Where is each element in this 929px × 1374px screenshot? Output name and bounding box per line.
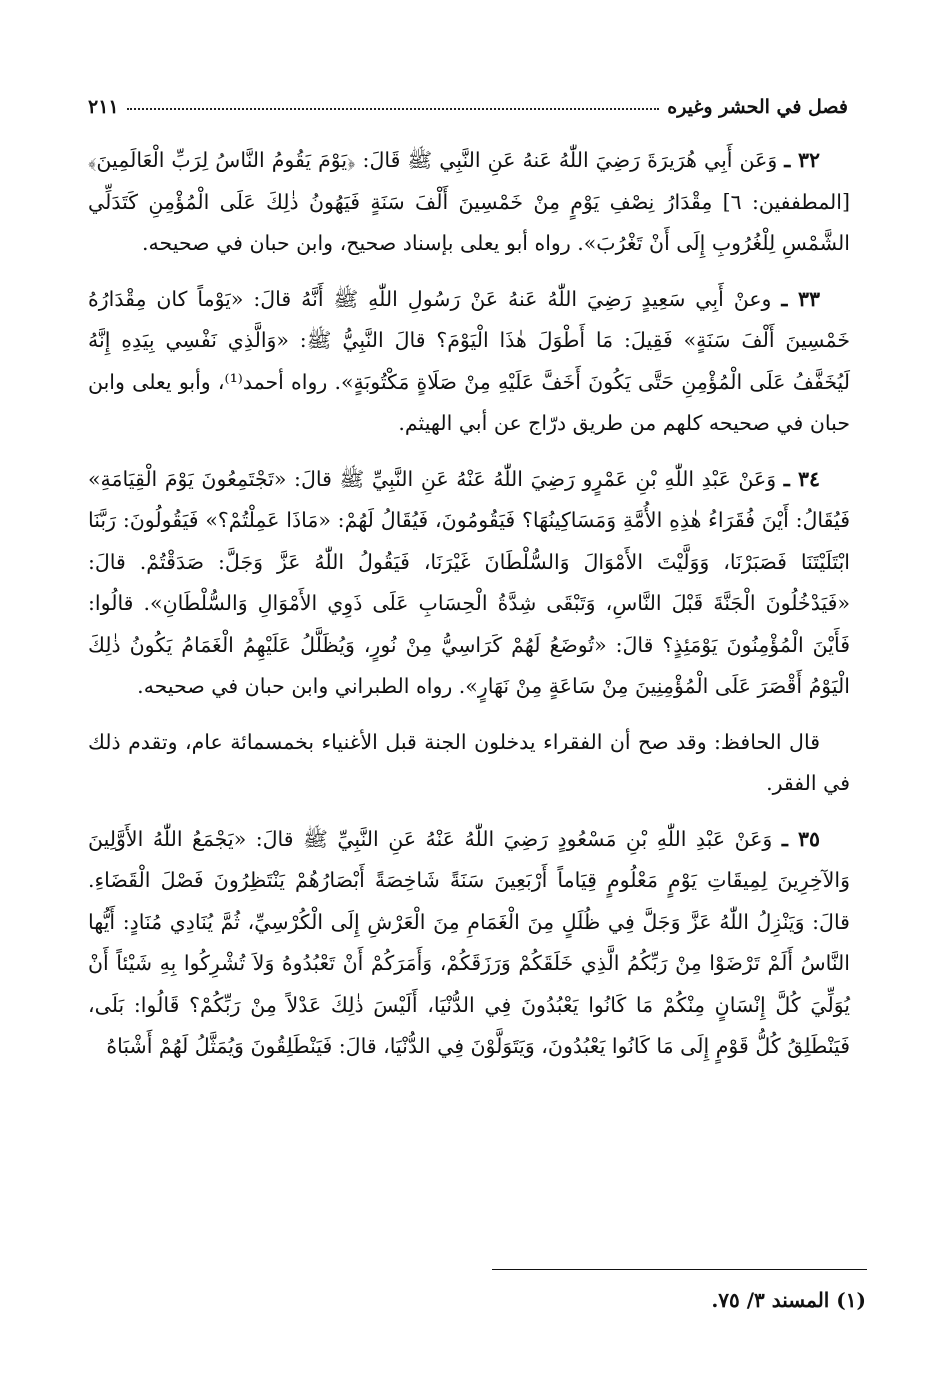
hadith-text: وَعَنْ عَبْدِ اللّٰهِ بْنِ عَمْرٍو رَضِيَ اللّٰهُ عَنْهُ عَنِ النَّبِيِّ ﷺ قالَ: «تَجْتَمِعُونَ يَوْمَ الْقِيَامَةِ» فَيُقَالُ: أَيْنَ فُقَرَاءُ هٰذِهِ الأُمَّةِ وَمَسَاكِينُهَا؟ فَيَقُومُونَ، فَيُقَالُ لَهُمْ: «مَاذَا عَمِلْتُمْ؟» فَيَقُولُونَ: رَبَّنَا ابْتَلَيْتَنَا فَصَبَرْنَا، وَوَلَّيْتَ الأَمْوَالَ وَالسُّلْطَانَ غَيْرَنَا، فَيَقُولُ اللّٰهُ عَزَّ وَجَلَّ: صَدَقْتُمْ. قالَ: «فَيَدْخُلُونَ الْجَنَّةَ قَبْلَ النَّاسِ، وَتَبْقَى شِدَّةُ الْحِسَابِ عَلَى ذَوِي الأَمْوَالِ وَالسُّلْطَانِ». قالُوا: فَأَيْنَ الْمُؤْمِنُونَ يَوْمَئِذٍ؟ قالَ: «تُوضَعُ لَهُمْ كَرَاسِيُّ مِنْ نُورٍ، وَيُظَلَّلُ عَلَيْهِمُ الْغَمَامُ يَكُونُ ذٰلِكَ الْيَوْمُ أَقْصَرَ عَلَى الْمُؤْمِنِينَ مِنْ سَاعَةٍ مِنْ نَهَارٍ». رواه الطبراني وابن حبان في صحيحه. [88, 466, 850, 698]
hadith-text: وَعَنْ عَبْدِ اللّٰهِ بْنِ مَسْعُودٍ رَضِيَ اللّٰهُ عَنْهُ عَنِ النَّبِيِّ ﷺ قالَ: «يَجْمَعُ اللّٰهُ الأَوَّلِينَ وَالآخِرِينَ لِمِيقَاتِ يَوْمٍ مَعْلُومٍ قِيَاماً أَرْبَعِينَ سَنَةً شَاخِصَةً أَبْصَارُهُمْ يَنْتَظِرُونَ فَصْلَ الْقَضَاءِ. قالَ: وَيَنْزِلُ اللّٰهُ عَزَّ وَجَلَّ فِي ظُلَلٍ مِنَ الْغَمَامِ مِنَ الْعَرْشِ إِلَى الْكُرْسِيِّ، ثُمَّ يُنَادِي مُنَادٍ: أَيُّها النَّاسُ أَلَمْ تَرْضَوْا مِنْ رَبِّكُمُ الَّذِي خَلَقَكُمْ وَرَزَقَكُمْ، وَأَمَرَكُمْ أَنْ تَعْبُدُوهُ وَلاَ تُشْرِكُوا بِهِ شَيْئاً أَنْ يُوَلِّيَ كُلَّ إِنْسَانٍ مِنْكُمْ مَا كَانُوا يَعْبُدُونَ فِي الدُّنْيَا، أَلَيْسَ ذٰلِكَ عَدْلاً مِنْ رَبِّكُمْ؟ قَالُوا: بَلَى، فَيَنْطَلِقُ كُلُّ قَوْمٍ إِلَى مَا كَانُوا يَعْبُدُونَ، وَيَتَوَلَّوْنَ فِي الدُّنْيَا، قالَ: فَيَنْطَلِقُونَ وَيُمَثَّلُ لَهُمْ أَشْبَاهُ [88, 826, 850, 1058]
hadith-number: ٣٣ ـ [781, 286, 820, 311]
hadith-text: وَعَن أَبِي هُرَيرَةَ رَضِيَ اللّٰهُ عَنهُ عَنِ النَّبِي ﷺ قَالَ: ﴿يَوْمَ يَقُومُ النَّاسُ لِرَبِّ الْعَالَمِينَ﴾ [المطففين: ٦] مِقْدَارُ نِصْفِ يَوْمٍ مِنْ خَمْسِينَ أَلْفَ سَنَةٍ فَيَهُونُ ذٰلِكَ عَلَى الْمُؤْمِنِ كَتَدَلِّي الشَّمْسِ لِلْغُرُوبِ إِلَى أَنْ تَغْرُبَ». رواه أبو يعلى بإسناد صحيح، وابن حبان في صحيحه. [88, 148, 850, 255]
page-number: ٢١١ [88, 96, 119, 118]
hadith-number: ٣٢ ـ [784, 148, 820, 172]
chapter-title: فصل في الحشر وغيره [667, 96, 848, 118]
footnote-separator [492, 1269, 867, 1270]
hadith-text: قال الحافظ: وقد صح أن الفقراء يدخلون الجنة قبل الأغنياء بخمسمائة عام، وتقدم ذلك في الفقر. [88, 729, 850, 795]
footnote: (١) المسند ٣/ ٧٥. [711, 1288, 866, 1312]
hadith-text: وعنْ أَبِي سَعِيدٍ رَضِيَ اللّٰهُ عَنهُ عَنْ رَسُولِ اللّٰهِ ﷺ أَنَّهُ قالَ: «يَوْماً كان مِقْدَارُهُ خَمْسِينَ أَلْفَ سَنَةٍ» فَقِيلَ: مَا أَطْوَلَ هٰذَا الْيَوْمَ؟ قالَ النَّبِيُّ ﷺ: «وَالَّذِي نَفْسِي بِيَدِهِ إِنَّهُ لَيُخَفَّفُ عَلَى الْمُؤْمِنِ حَتَّى يَكُونَ أَخَفَّ عَلَيْهِ مِنْ صَلَاةٍ مَكْتُوبَةٍ». رواه أحمد⁽¹⁾، وأبو يعلى وابن حبان في صحيحه كلهم من طريق درّاج عن أبي الهيثم. [88, 286, 850, 435]
hadith-paragraph-32 [88, 140, 850, 265]
hadith-paragraph-34 [88, 459, 850, 708]
header-dot-leader [127, 107, 660, 110]
hadith-paragraph-35 [88, 819, 850, 1068]
running-header [88, 84, 848, 118]
page-body [88, 140, 850, 1082]
hafiz-note-paragraph [88, 722, 850, 805]
hadith-number: ٣٤ ـ [783, 466, 820, 491]
hadith-paragraph-33 [88, 279, 850, 445]
hadith-number: ٣٥ ـ [781, 826, 820, 851]
